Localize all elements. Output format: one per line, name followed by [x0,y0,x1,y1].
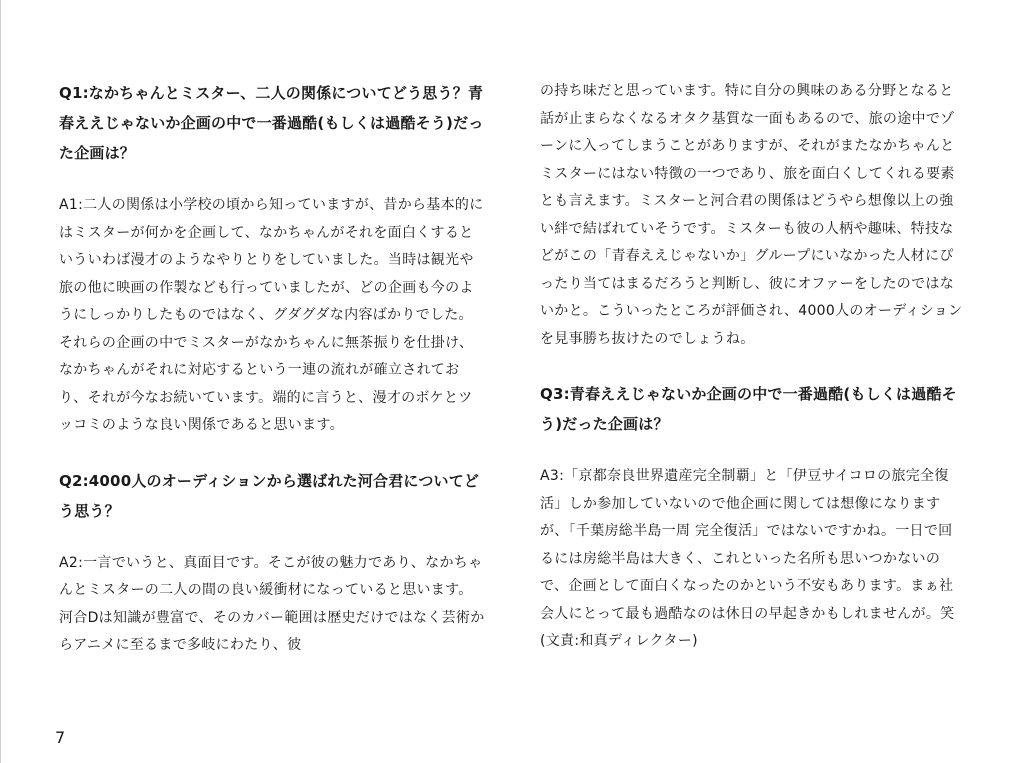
answer-2-start: A2:一言でいうと、真面目です。そこが彼の魅力であり、なかちゃんとミスターの二人の間の良い緩衝材になっていると思います。河合Dは知識が豊富で、そのカバー範囲は歴史だけではなく芸術からアニメに至るまで多岐にわたり、彼 [59,554,485,653]
page-edge [0,0,1,763]
question-3: Q3:青春ええじゃないか企画の中で一番過酷(もしくは過酷そう)だった企画は？ [540,385,957,433]
question-2: Q2:4000人のオーディションから選ばれた河合君についてどう思う？ [59,471,480,520]
answer-3: A3:「京都奈良世界遺産完全制覇」と「伊豆サイコロの旅完全復活」しか参加していないので他企画に関しては想像になりますが、「千葉房総半島一周 完全復活」ではないですかね。一日で回るには房総半島は大きく、これといった名所も思いつかないので、企画として面白くなったのかという不安もあります。まぁ社会人にとって最も過酷なのは休日の早起きかもしれませんが。笑 (文責:和真ディレクター) [540,468,955,649]
answer-2-continued: の持ち味だと思っています。特に自分の興味のある分野となると話が止まらなくなるオタク基質な一面もあるので、旅の途中でゾーンに入ってしまうことがありますが、それがまたなかちゃんとミスターにはない特徴の一つであり、旅を面白くしてくれる要素とも言えます。ミスターと河合君の関係はどうやら想像以上の強い絆で結ばれていそうです。ミスターも彼の人柄や趣味、特技などがこの「青春ええじゃないか」グループにいなかった人材にぴったり当てはまるだろうと判断し、彼にオファーをしたのではないかと。こういったところが評価され、4000人のオーディションを見事勝ち抜けたのでしょうね。 [540,83,963,347]
left-column [59,78,485,660]
page-number: 7 [55,728,66,747]
question-1: Q1:なかちゃんとミスター、二人の関係についてどう思う？青春ええじゃないか企画の中で一番過酷(もしくは過酷そう)だった企画は？ [59,84,484,162]
answer-1: A1:二人の関係は小学校の頃から知っていますが、昔から基本的にはミスターが何かを企画して、なかちゃんがそれを面白くするといういわば漫才のようなやりとりをしていました。当時は観光や旅の他に映画の作製なども行っていましたが、どの企画も今のようにしっかりしたものではなく、グダグダな内容ばかりでした。それらの企画の中でミスターがなかちゃんに無茶振りを仕掛け、なかちゃんがそれに対応するという一連の流れが確立されており、それが今なお続いています。端的に言うと、漫才のボケとツッコミのような良い関係であると思います。 [59,197,484,433]
right-column [540,78,966,656]
